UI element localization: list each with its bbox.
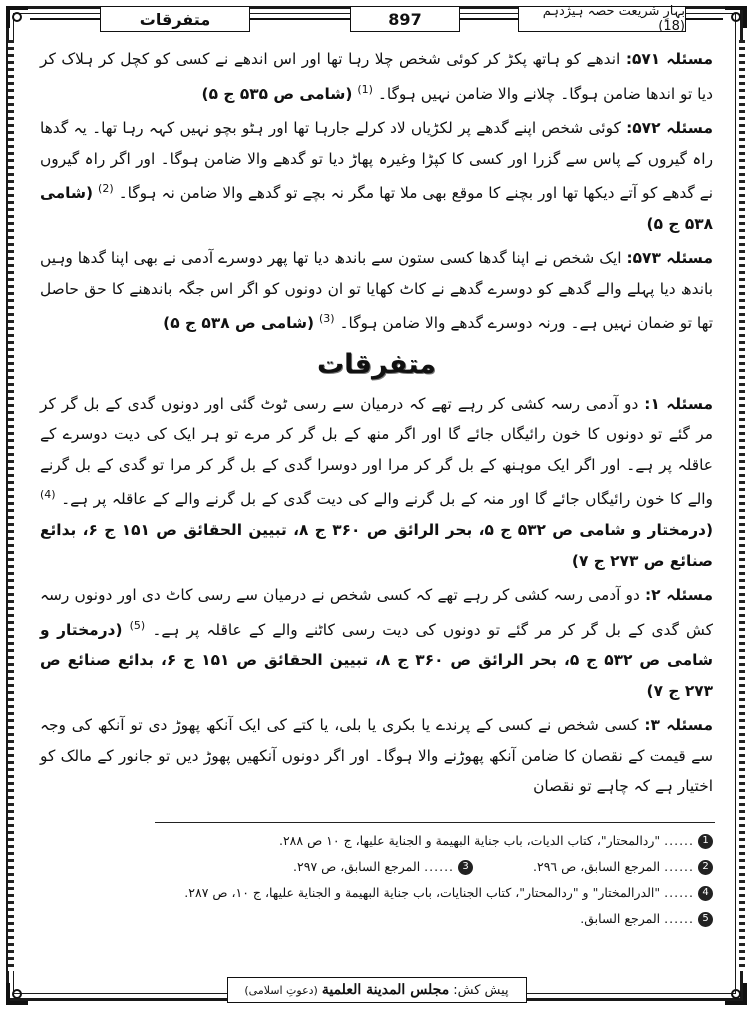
source-citation: (شامی ص ۵۳۵ ج ۵) [201, 84, 353, 103]
footnote-text: المرجع السابق، ص ٢٩٦. [533, 859, 661, 874]
masala-3 [40, 710, 713, 802]
masala-label: مسئلہ ۳: [644, 716, 713, 735]
masala-572 [40, 113, 713, 239]
footnote-3 [293, 854, 473, 880]
publisher-name: مجلس المدينة العلمية [321, 982, 450, 998]
source-citation: (شامی ۵۳۸ ج ۵) [40, 184, 713, 233]
publisher-suffix: (دعوتِ اسلامی) [244, 983, 318, 997]
footnote-ref: (5) [129, 618, 146, 632]
footnote-row [40, 854, 713, 880]
masala-571 [40, 44, 713, 109]
source-citation: (درمختار و شامی ص ۵۳۲ ج ۵، بحر الرائق ص ۳۶۰ ج ۸، تبیین الحقائق ص ۱۵۱ ج ۶، بدائع صنائع ص ۲۷۳ ج ۷) [40, 521, 713, 570]
footnotes [40, 828, 713, 932]
footnote-number: 2 [698, 860, 713, 875]
masala-label: مسئلہ ۱: [644, 394, 714, 413]
footnote-dots: ...... [664, 833, 694, 848]
masala-573 [40, 243, 713, 339]
footnote-text: "الدرالمختار" و "ردالمحتار"، كتاب الجنايات، باب جناية البهيمة و الجناية عليها، ج ١٠، ص ٢٨٧. [184, 885, 661, 900]
footnote-number: 5 [698, 912, 713, 927]
footnote-1 [40, 828, 713, 854]
masala-label: مسئلہ ۵۷۲: [626, 119, 713, 138]
header-rule [686, 18, 723, 20]
masala-label: مسئلہ ۵۷۳: [626, 249, 713, 268]
footnote-dots: ...... [664, 885, 694, 900]
masala-label: مسئلہ ۵۷۱: [625, 50, 713, 68]
footnote-2 [533, 854, 713, 880]
masala-text: ایک شخص نے اپنا گدھا کسی ستون سے باندھ دیا تھا پھر دوسرے آدمی نے بھی اپنا گدھا وہیں باندھ دیا پہلے والے گدھے کو دوسرے گدھے نے کاٹ کھایا تو ان دونوں کو اگر اس جگہ باندھنے کا حق حاصل تھا تو ضمان نہیں ہے۔ ورنہ دوسرے گدھے والا ضامن ہوگا۔ [40, 249, 713, 333]
footnote-dots: ...... [664, 859, 694, 874]
source-citation: (درمختار و شامی ص ۵۳۲ ج ۵، بحر الرائق ص ۳۶۰ ج ۸، تبیین الحقائق ص ۱۵۱ ج ۶، بدائع صنائع ص ۲۷۳ ج ۷) [40, 620, 714, 700]
footnote-5 [40, 906, 713, 932]
footnote-ref: (4) [40, 488, 56, 502]
publisher-banner [227, 977, 527, 1003]
masala-1 [40, 389, 713, 576]
footnote-ref: (1) [357, 82, 373, 96]
section-heading: متفرقات [317, 348, 436, 380]
page-header [30, 6, 723, 34]
corner-ornament-icon [4, 4, 30, 30]
source-citation: (شامی ص ۵۳۸ ج ۵) [163, 314, 315, 333]
corner-ornament-icon [723, 981, 749, 1007]
masala-2 [40, 580, 713, 706]
footnote-dots: ...... [424, 859, 455, 874]
corner-ornament-icon [4, 981, 30, 1007]
main-text [40, 44, 713, 806]
footnote-text: "ردالمحتار"، كتاب الديات، باب جناية البهيمة و الجناية عليها، ج ١٠ ص ٢٨٨. [278, 833, 661, 848]
footnote-ref: (2) [98, 182, 114, 196]
masala-label: مسئلہ ۲: [645, 586, 713, 604]
header-rule [30, 18, 100, 20]
footnote-number: 3 [458, 860, 473, 875]
corner-ornament-icon [723, 4, 749, 30]
masala-text: کسی شخص نے کسی کے پرندے یا بکری یا بلی، یا کتے کی ایک آنکھ پھوڑ دی تو آنکھ کی وجہ سے قیمت کے نقصان کا ضامن آنکھ پھوڑنے والا ہوگا۔ اور اگر دونوں آنکھیں پھوڑ دیں تو جانور کے مالک کو اختیار ہے کہ چاہے تو نقصان [40, 716, 713, 796]
masala-text: دو آدمی رسہ کشی کر رہے تھے کہ کسی شخص نے درمیان سے رسی کاٹ دی اور دونوں رسہ کش گدی کے بل گر کر مر گئے تو دونوں کی دیت رسی کاٹنے والے کے عاقلہ پر ہے۔ [40, 586, 713, 639]
footnote-number: 4 [698, 886, 713, 901]
book-title: بہارِ شریعت حصہ ہیژدہم (18) [518, 6, 686, 32]
footnote-text: المرجع السابق، ص ٢٩٧. [293, 859, 421, 874]
border-ornament-right [739, 40, 745, 971]
page-number: 897 [350, 6, 460, 32]
footnote-ref: (3) [318, 312, 335, 326]
footnote-number: 1 [698, 834, 713, 849]
header-rule [250, 18, 350, 20]
masala-text: دو آدمی رسہ کشی کر رہے تھے کہ درمیان سے رسی ٹوٹ گئی اور دونوں گدی کے بل گر کر مر گئے تو دونوں کا خون رائیگاں جائے گا اور اگر منھ کے بل گر کر مرے تو ہر ایک کی دیت دوسرے کے عاقلہ پر ہے۔ اور اگر ایک موہنھ کے بل گر کر مرا اور دوسرا گدی کے بل گر کر مرا تو گدی کے بل گرنے والے کا خون رائیگاں جائے گا اور منہ کے بل گرنے والے کی دیت گدی کے بل گرنے والے کے عاقلہ پر ہے۔ [40, 394, 713, 509]
masala-text: کوئی شخص اپنے گدھے پر لکڑیاں لاد کرلے جارہا تھا اور ہٹو بچو نہیں کہہ رہا تھا۔ یہ گدھا راہ گیروں کے پاس سے گزرا اور کسی کا کپڑا وغیرہ پھاڑ دیا تو گدھے والا ضامن ہوگا۔ اور اگر راہ گیروں نے گدھے کو آتے دیکھا تھا اور بچنے کا موقع بھی ملا تھا مگر نہ بچے تو گدھے والا ضامن نہ ہوگا۔ [40, 119, 713, 203]
footnote-rule [155, 822, 715, 823]
publisher-prefix: پیش کش: [453, 982, 509, 998]
footnote-text: المرجع السابق. [580, 911, 661, 926]
footnote-dots: ...... [664, 911, 694, 926]
footnote-4 [40, 880, 713, 906]
chapter-title: متفرقات [100, 6, 250, 32]
header-rule [460, 18, 518, 20]
masala-text: اندھے کو ہاتھ پکڑ کر کوئی شخص چلا رہا تھا اور اس اندھے نے کسی کو کچل کر ہلاک کر دیا تو اندھا ضامن ہوگا۔ چلانے والا ضامن نہیں ہوگا۔ [40, 50, 713, 103]
border-ornament-left [8, 40, 14, 971]
